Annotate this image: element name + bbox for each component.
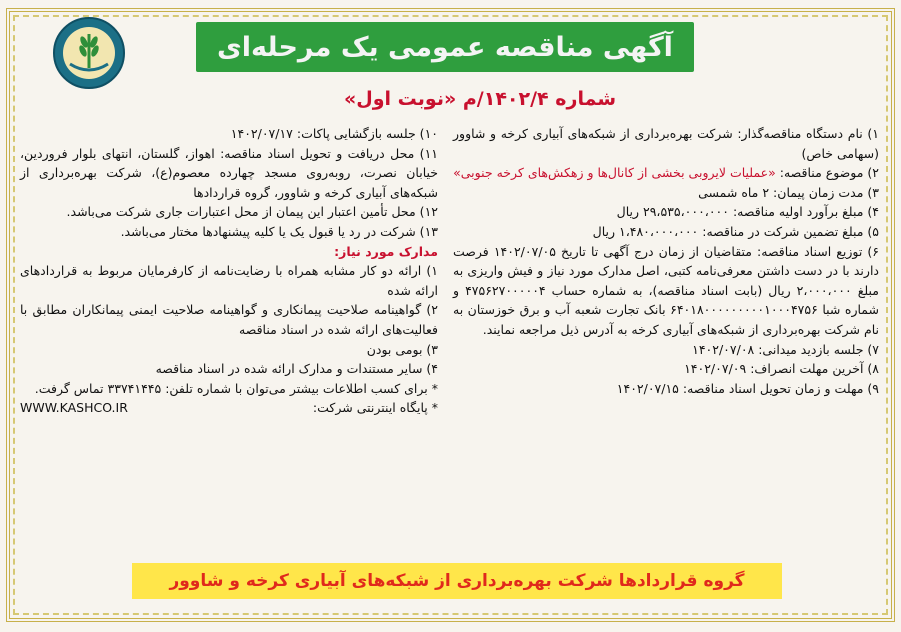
website-link[interactable]: WWW.KASHCO.IR <box>20 400 128 416</box>
left-column <box>20 124 438 418</box>
item-2-label: ۲) موضوع مناقصه: <box>779 165 879 181</box>
item-13: ۱۳) شرکت در رد یا قبول یک یا کلیه پیشنهادها مختار می‌باشد. <box>120 223 438 239</box>
item-11: ۱۱) محل دریافت و تحویل اسناد مناقصه: اهواز، گلستان، انتهای بلوار فروردین، خیابان نصرت، روبه‌روی مسجد چهارده معصوم(ع)، شرکت بهره‌برداری از شبکه‌های آبیاری کرخه و شاوور، گروه قراردادها <box>20 145 438 200</box>
website-row <box>20 398 438 418</box>
item-1: ۱) نام دستگاه مناقصه‌گذار: شرکت بهره‌برداری از شبکه‌های آبیاری کرخه و شاوور (سهامی خاص) <box>453 126 879 161</box>
right-column <box>453 124 879 398</box>
item-4 <box>453 202 879 222</box>
page-title: آگهی مناقصه عمومی یک مرحله‌ای <box>217 31 673 63</box>
doc-2: ۲) گواهینامه صلاحیت پیمانکاری و گواهینامه صلاحیت ایمنی پیمانکاران مطابق با فعالیت‌های ارائه شده در اسناد مناقصه <box>20 302 438 337</box>
required-docs-heading: مدارک مورد نیاز: <box>334 243 438 259</box>
item-8: ۸) آخرین مهلت انصراف: ۱۴۰۲/۰۷/۰۹ <box>684 361 879 377</box>
item-2 <box>453 163 879 183</box>
item-10: ۱۰) جلسه بازگشایی پاکات: ۱۴۰۲/۰۷/۱۷ <box>230 126 438 141</box>
item-9: ۹) مهلت و زمان تحویل اسناد مناقصه: ۱۴۰۲/۰۷/۱۵ <box>616 380 879 396</box>
item-3: ۳) مدت زمان پیمان: ۲ ماه شمسی <box>698 184 879 200</box>
wheat-logo-icon <box>52 16 126 90</box>
footer-text: گروه قراردادها شرکت بهره‌برداری از شبکه‌های آبیاری کرخه و شاوور <box>169 571 745 591</box>
item-4-value: ۲۹،۵۳۵،۰۰۰،۰۰۰ ریال <box>616 204 729 220</box>
item-12: ۱۲) محل تأمین اعتبار این پیمان از محل اعتبارات جاری شرکت می‌باشد. <box>66 204 438 220</box>
item-5-value: ۱،۴۸۰،۰۰۰،۰۰۰ ریال <box>592 223 699 239</box>
footer-banner <box>132 563 782 599</box>
website-label: * پایگاه اینترنتی شرکت: <box>312 400 438 416</box>
doc-3: ۳) بومی بودن <box>366 341 438 357</box>
item-7: ۷) جلسه بازدید میدانی: ۱۴۰۲/۰۷/۰۸ <box>692 341 879 357</box>
notice-number: شماره ۱۴۰۲/۴/م «نوبت اول» <box>343 88 616 110</box>
item-2-value: «عملیات لایروبی بخشی از کانال‌ها و زهکش‌های کرخه جنوبی» <box>453 165 776 181</box>
doc-4: ۴) سایر مستندات و مدارک ارائه شده در اسناد مناقصه <box>155 361 438 377</box>
doc-1: ۱) ارائه دو کار مشابه همراه با رضایت‌نامه از کارفرمایان مربوط به قراردادهای ارائه شده <box>20 263 438 298</box>
title-banner <box>196 22 694 72</box>
item-6: ۶) توزیع اسناد مناقصه: متقاضیان از زمان درج آگهی تا تاریخ ۱۴۰۲/۰۷/۰۵ فرصت دارند با در دست داشتن معرفی‌نامه کتبی، اصل مدارک مورد نیاز و فیش واریزی به مبلغ ۲،۰۰۰،۰۰۰ ریال (بابت اسناد مناقصه)، به شماره حساب ۴۷۵۶۲۷۰۰۰۰۰۴ و شماره شبا ۶۴۰۱۸۰۰۰۰۰۰۰۰۰۱۰۰۰۴۷۵۶ بانک تجارت شعبه آب و برق خوزستان به نام شرکت بهره‌برداری از شبکه‌های آبیاری کرخه به آدرس ذیل مراجعه نمایند. <box>453 243 880 337</box>
item-5 <box>453 222 879 242</box>
item-4-label: ۴) مبلغ برآورد اولیه مناقصه: <box>732 204 879 220</box>
contact-info: * برای کسب اطلاعات بیشتر می‌توان با شماره تلفن: ۳۳۷۴۱۴۴۵ تماس گرفت. <box>34 380 438 396</box>
item-5-label: ۵) مبلغ تضمین شرکت در مناقصه: <box>702 223 879 239</box>
